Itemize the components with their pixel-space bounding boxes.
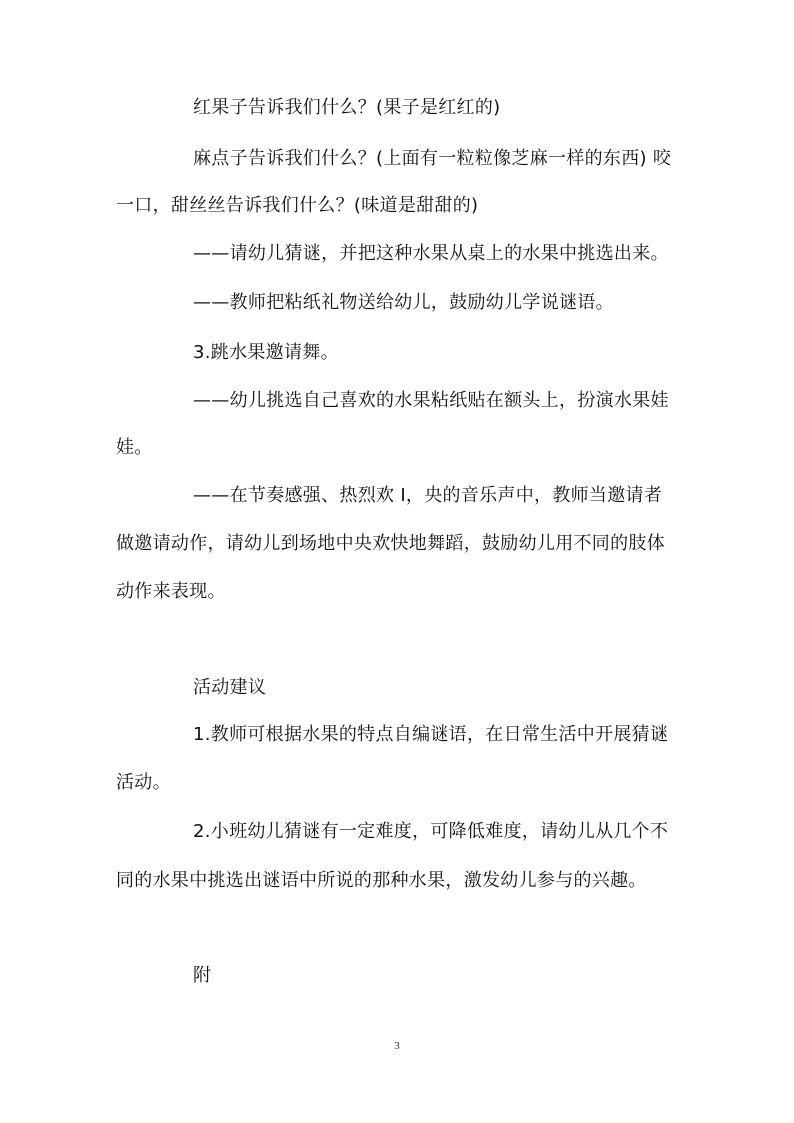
paragraph-line: 红果子告诉我们什么？(果子是红红的)	[193, 97, 501, 118]
paragraph-line: 动作来表现。	[116, 581, 226, 602]
paragraph-line: ——请幼儿猜谜，并把这种水果从桌上的水果中挑选出来。	[193, 243, 669, 264]
paragraph-line: ——在节奏感强、热烈欢 I，央的音乐声中，教师当邀请者	[193, 485, 663, 506]
paragraph-line: 麻点子告诉我们什么？(上面有一粒粒像芝麻一样的东西) 咬	[193, 148, 672, 169]
appendix-label: 附	[193, 965, 212, 986]
section-heading: 3.跳水果邀请舞。	[193, 342, 339, 363]
paragraph-line: 活动。	[116, 772, 171, 793]
paragraph-line: 1.教师可根据水果的特点自编谜语，在日常生活中开展猜谜	[193, 724, 669, 745]
section-heading: 活动建议	[193, 677, 267, 698]
paragraph-line: ——幼儿挑选自己喜欢的水果粘纸贴在额头上，扮演水果娃	[193, 390, 669, 411]
page-number: 3	[394, 1040, 400, 1052]
paragraph-line: 做邀请动作，请幼儿到场地中央欢快地舞蹈，鼓励幼儿用不同的肢体	[116, 533, 665, 554]
paragraph-line: 2.小班幼儿猜谜有一定难度，可降低难度，请幼儿从几个不	[193, 821, 669, 842]
paragraph-line: 一口，甜丝丝告诉我们什么？(味道是甜甜的)	[116, 195, 479, 216]
paragraph-line: ——教师把粘纸礼物送给幼儿，鼓励幼儿学说谜语。	[193, 292, 614, 313]
paragraph-line: 娃。	[116, 437, 153, 458]
paragraph-line: 同的水果中挑选出谜语中所说的那种水果，激发幼儿参与的兴趣。	[116, 870, 647, 891]
